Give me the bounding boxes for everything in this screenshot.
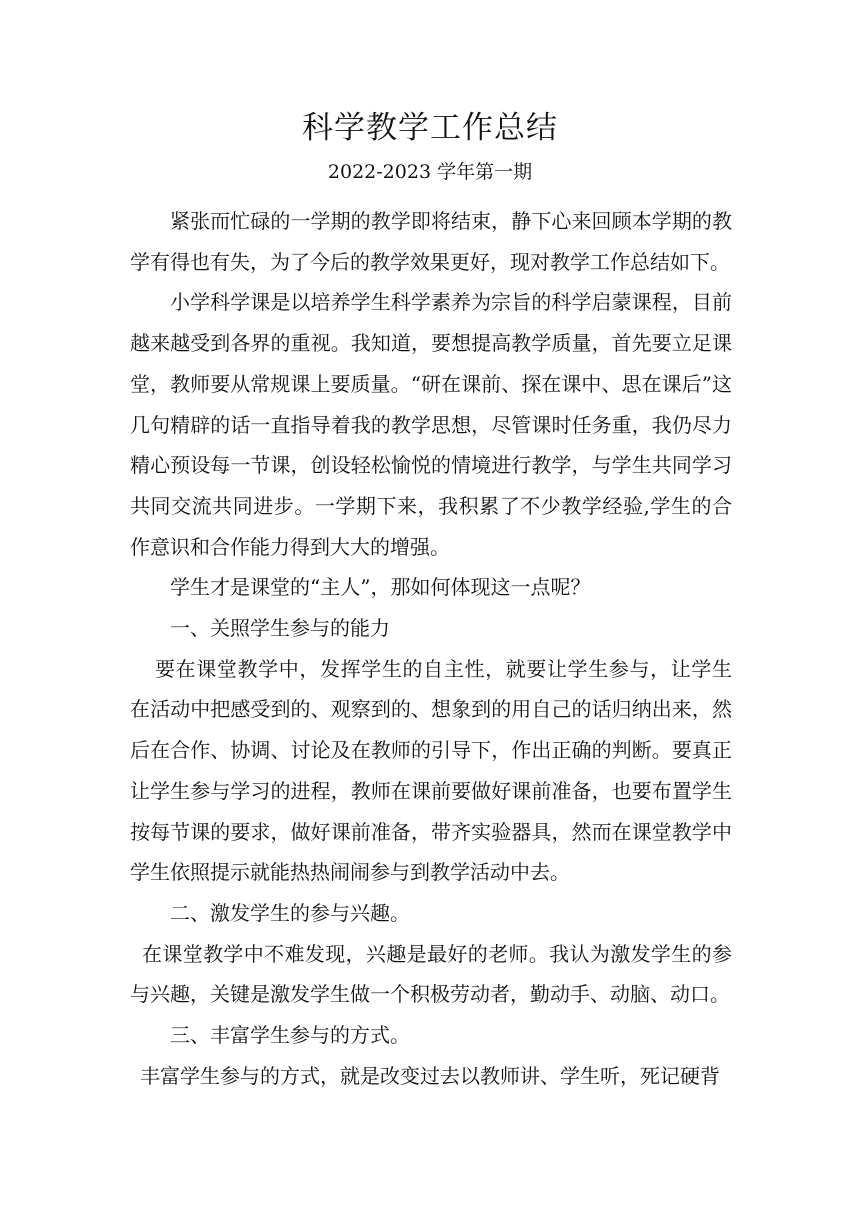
document-title: 科学教学工作总结 <box>302 110 558 146</box>
section-heading-3: 三、丰富学生参与的方式。 <box>170 1023 410 1048</box>
document-subtitle: 2022-2023 学年第一期 <box>327 161 533 183</box>
section-heading-1: 一、关照学生参与的能力 <box>170 616 390 641</box>
paragraph-science-course: 小学科学课是以培养学生科学素养为宗旨的科学启蒙课程，目前越来越受到各界的重视。我知道，要想提高教学质量，首先要立足课堂，教师要从常规课上要质量。“研在课前、探在课中、思在课后”这几句精辟的话一直指导着我的教学思想，尽管课时任务重，我仍尽力精心预设每一节课，创设轻松愉悦的情境进行教学，与学生共同学习共同交流共同进步。一学期下来，我积累了不少教学经验,学生的合作意识和合作能力得到大大的增强。 <box>130 290 732 559</box>
paragraph-student-master: 学生才是课堂的“主人”，那如何体现这一点呢？ <box>170 575 591 600</box>
paragraph-intro: 紧张而忙碌的一学期的教学即将结束，静下心来回顾本学期的教学有得也有失，为了今后的教学效果更好，现对教学工作总结如下。 <box>130 209 732 274</box>
document-body <box>130 201 732 1096</box>
section-heading-2: 二、激发学生的参与兴趣。 <box>170 900 410 925</box>
paragraph-section-1: 要在课堂教学中，发挥学生的自主性，就要让学生参与，让学生在活动中把感受到的、观察到的、想象到的用自己的话归纳出来，然后在合作、协调、讨论及在教师的引导下，作出正确的判断。要真正让学生参与学习的进程，教师在课前要做好课前准备，也要布置学生按每节课的要求，做好课前准备，带齐实验器具，然而在课堂教学中学生依照提示就能热热闹闹参与到教学活动中去。 <box>130 656 732 885</box>
paragraph-section-3: 丰富学生参与的方式，就是改变过去以教师讲、学生听，死记硬背 <box>140 1063 720 1088</box>
paragraph-section-2: 在课堂教学中不难发现，兴趣是最好的老师。我认为激发学生的参与兴趣，关键是激发学生做一个积极劳动者，勤动手、动脑、动口。 <box>130 941 732 1007</box>
